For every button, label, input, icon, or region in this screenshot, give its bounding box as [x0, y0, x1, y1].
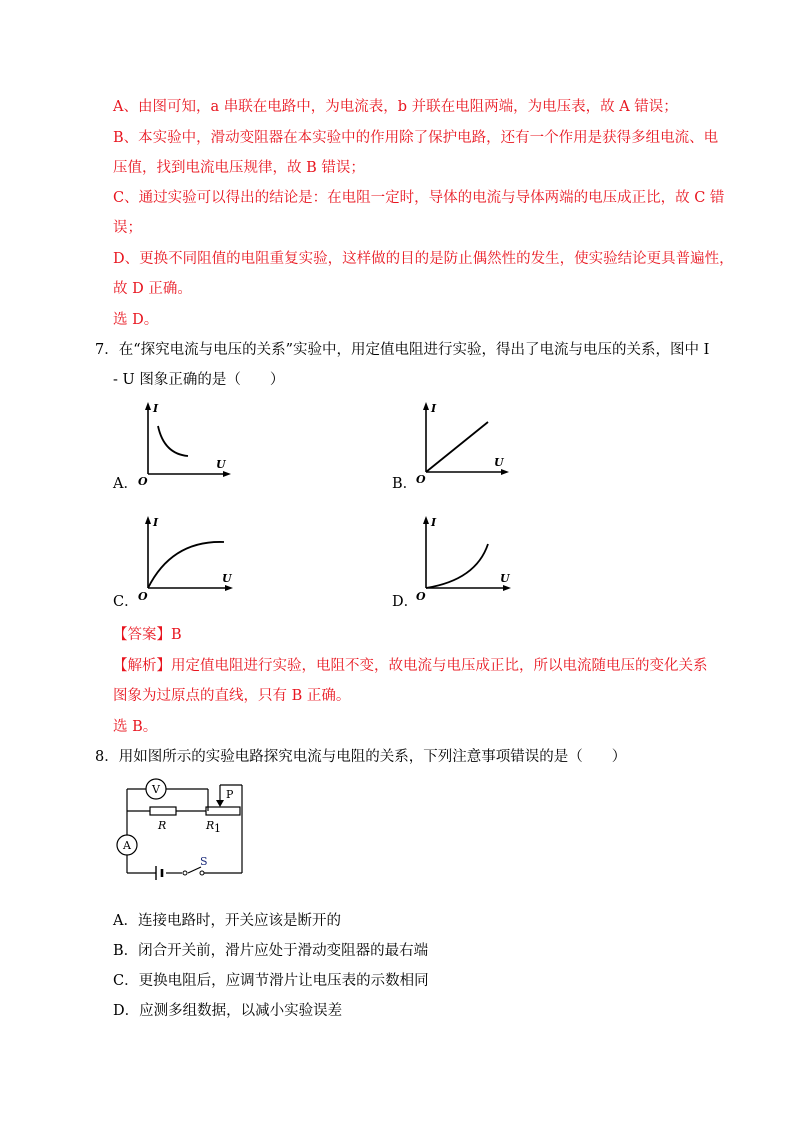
slider-label: P	[226, 788, 234, 801]
axis-x-label: U	[216, 458, 226, 471]
q8-option-d: D．应测多组数据，以减小实验误差	[113, 1003, 343, 1019]
q8-circuit-diagram	[110, 775, 255, 887]
ammeter-label: A	[123, 839, 131, 852]
q8-stem: 8．用如图所示的实验电路探究电流与电阻的关系，下列注意事项错误的是（ ）	[95, 749, 627, 765]
rheostat-subscript: 1	[214, 822, 221, 835]
analysis-line-d-cont: 故 D 正确。	[113, 281, 192, 297]
analysis-line-a: A、由图可知，a 串联在电路中，为电流表，b 并联在电阻两端，为电压表，故 A 错误；	[113, 99, 678, 115]
q7-stem-line1: 7．在“探究电流与电压的关系”实验中，用定值电阻进行实验，得出了电流与电压的关系，图中 I	[95, 342, 710, 358]
axis-y-label: I	[153, 402, 159, 415]
axis-y-label: I	[153, 516, 159, 529]
rheostat-label: R	[206, 819, 215, 832]
axis-x-label: U	[494, 456, 504, 469]
voltmeter-label: V	[152, 783, 160, 796]
resistor-label: R	[158, 819, 167, 832]
q7-option-c-label: C．	[113, 594, 139, 610]
axis-y-label: I	[431, 516, 437, 529]
q7-graph-c	[132, 512, 252, 606]
axis-x-label: U	[500, 572, 510, 585]
q7-choose: 选 B。	[113, 719, 158, 735]
q7-option-d-label: D．	[392, 594, 419, 610]
q7-analysis-line2: 图象为过原点的直线，只有 B 正确。	[113, 688, 351, 704]
origin-label: O	[416, 590, 426, 603]
q7-answer: 【答案】B	[113, 627, 182, 643]
switch-label: S	[200, 855, 208, 868]
q7-stem-line2: - U 图象正确的是（ ）	[113, 372, 285, 388]
origin-label: O	[416, 473, 426, 486]
analysis-line-c: C、通过实验可以得出的结论是：在电阻一定时，导体的电流与导体两端的电压成正比，故 C 错	[113, 190, 725, 206]
q7-graph-a	[132, 398, 242, 488]
q7-graph-b	[410, 398, 520, 488]
analysis-line-b-cont: 压值，找到电流电压规律，故 B 错误；	[113, 160, 365, 176]
analysis-line-b: B、本实验中，滑动变阻器在本实验中的作用除了保护电路，还有一个作用是获得多组电流、电	[113, 130, 719, 146]
q7-analysis-line1: 【解析】用定值电阻进行实验，电阻不变，故电流与电压成正比，所以电流随电压的变化关系	[113, 658, 708, 674]
origin-label: O	[138, 590, 148, 603]
q7-option-a-label: A．	[113, 476, 138, 492]
axis-x-label: U	[222, 572, 232, 585]
q7-option-b-label: B．	[392, 476, 418, 492]
analysis-line-c-cont: 误；	[113, 220, 142, 236]
origin-label: O	[138, 475, 148, 488]
prev-choose: 选 D。	[113, 312, 159, 328]
q8-option-c: C．更换电阻后，应调节滑片让电压表的示数相同	[113, 973, 429, 989]
q8-option-a: A．连接电路时，开关应该是断开的	[113, 913, 341, 929]
q7-graph-d	[410, 512, 530, 606]
axis-y-label: I	[431, 402, 437, 415]
q8-option-b: B．闭合开关前，滑片应处于滑动变阻器的最右端	[113, 943, 429, 959]
analysis-line-d: D、更换不同阻值的电阻重复实验，这样做的目的是防止偶然性的发生，使实验结论更具普遍性，	[113, 251, 734, 267]
